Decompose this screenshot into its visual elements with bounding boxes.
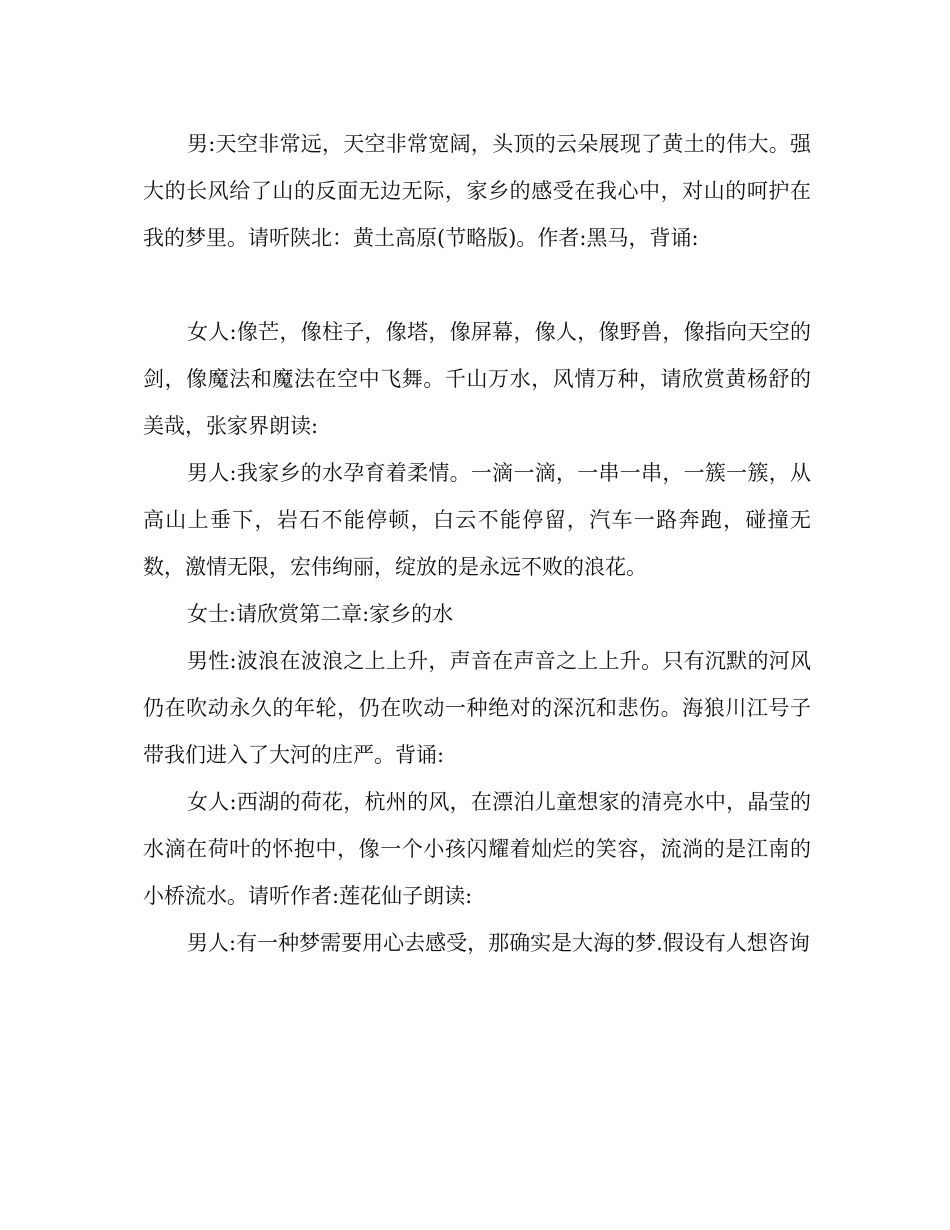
document-body [143,121,811,967]
paragraph-1: 男:天空非常远，天空非常宽阔，头顶的云朵展现了黄土的伟大。强大的长风给了山的反面无边无际，家乡的感受在我心中，对山的呵护在我的梦里。请听陕北：黄土高原(节略版)。作者:黑马，背诵: [143,132,811,250]
paragraph-5: 男性:波浪在波浪之上上升，声音在声音之上上升。只有沉默的河风仍在吹动永久的年轮，仍在吹动一种绝对的深沉和悲伤。海狼川江号子带我们进入了大河的庄严。背诵: [143,649,811,767]
paragraph-spacer [143,262,811,309]
paragraph-3: 男人:我家乡的水孕育着柔情。一滴一滴，一串一串，一簇一簇，从高山上垂下，岩石不能停顿，白云不能停留，汽车一路奔跑，碰撞无数，激情无限，宏伟绚丽，绽放的是永远不败的浪花。 [143,461,811,579]
paragraph-6: 女人:西湖的荷花，杭州的风，在漂泊儿童想家的清亮水中，晶莹的水滴在荷叶的怀抱中，像一个小孩闪耀着灿烂的笑容，流淌的是江南的小桥流水。请听作者:莲花仙子朗读: [143,790,811,908]
paragraph-4: 女士:请欣赏第二章:家乡的水 [187,602,454,626]
paragraph-2: 女人:像芒，像柱子，像塔，像屏幕，像人，像野兽，像指向天空的剑，像魔法和魔法在空中飞舞。千山万水，风情万种，请欣赏黄杨舒的美哉，张家界朗读: [143,320,811,438]
paragraph-7: 男人:有一种梦需要用心去感受，那确实是大海的梦.假设有人想咨询 [187,931,810,955]
